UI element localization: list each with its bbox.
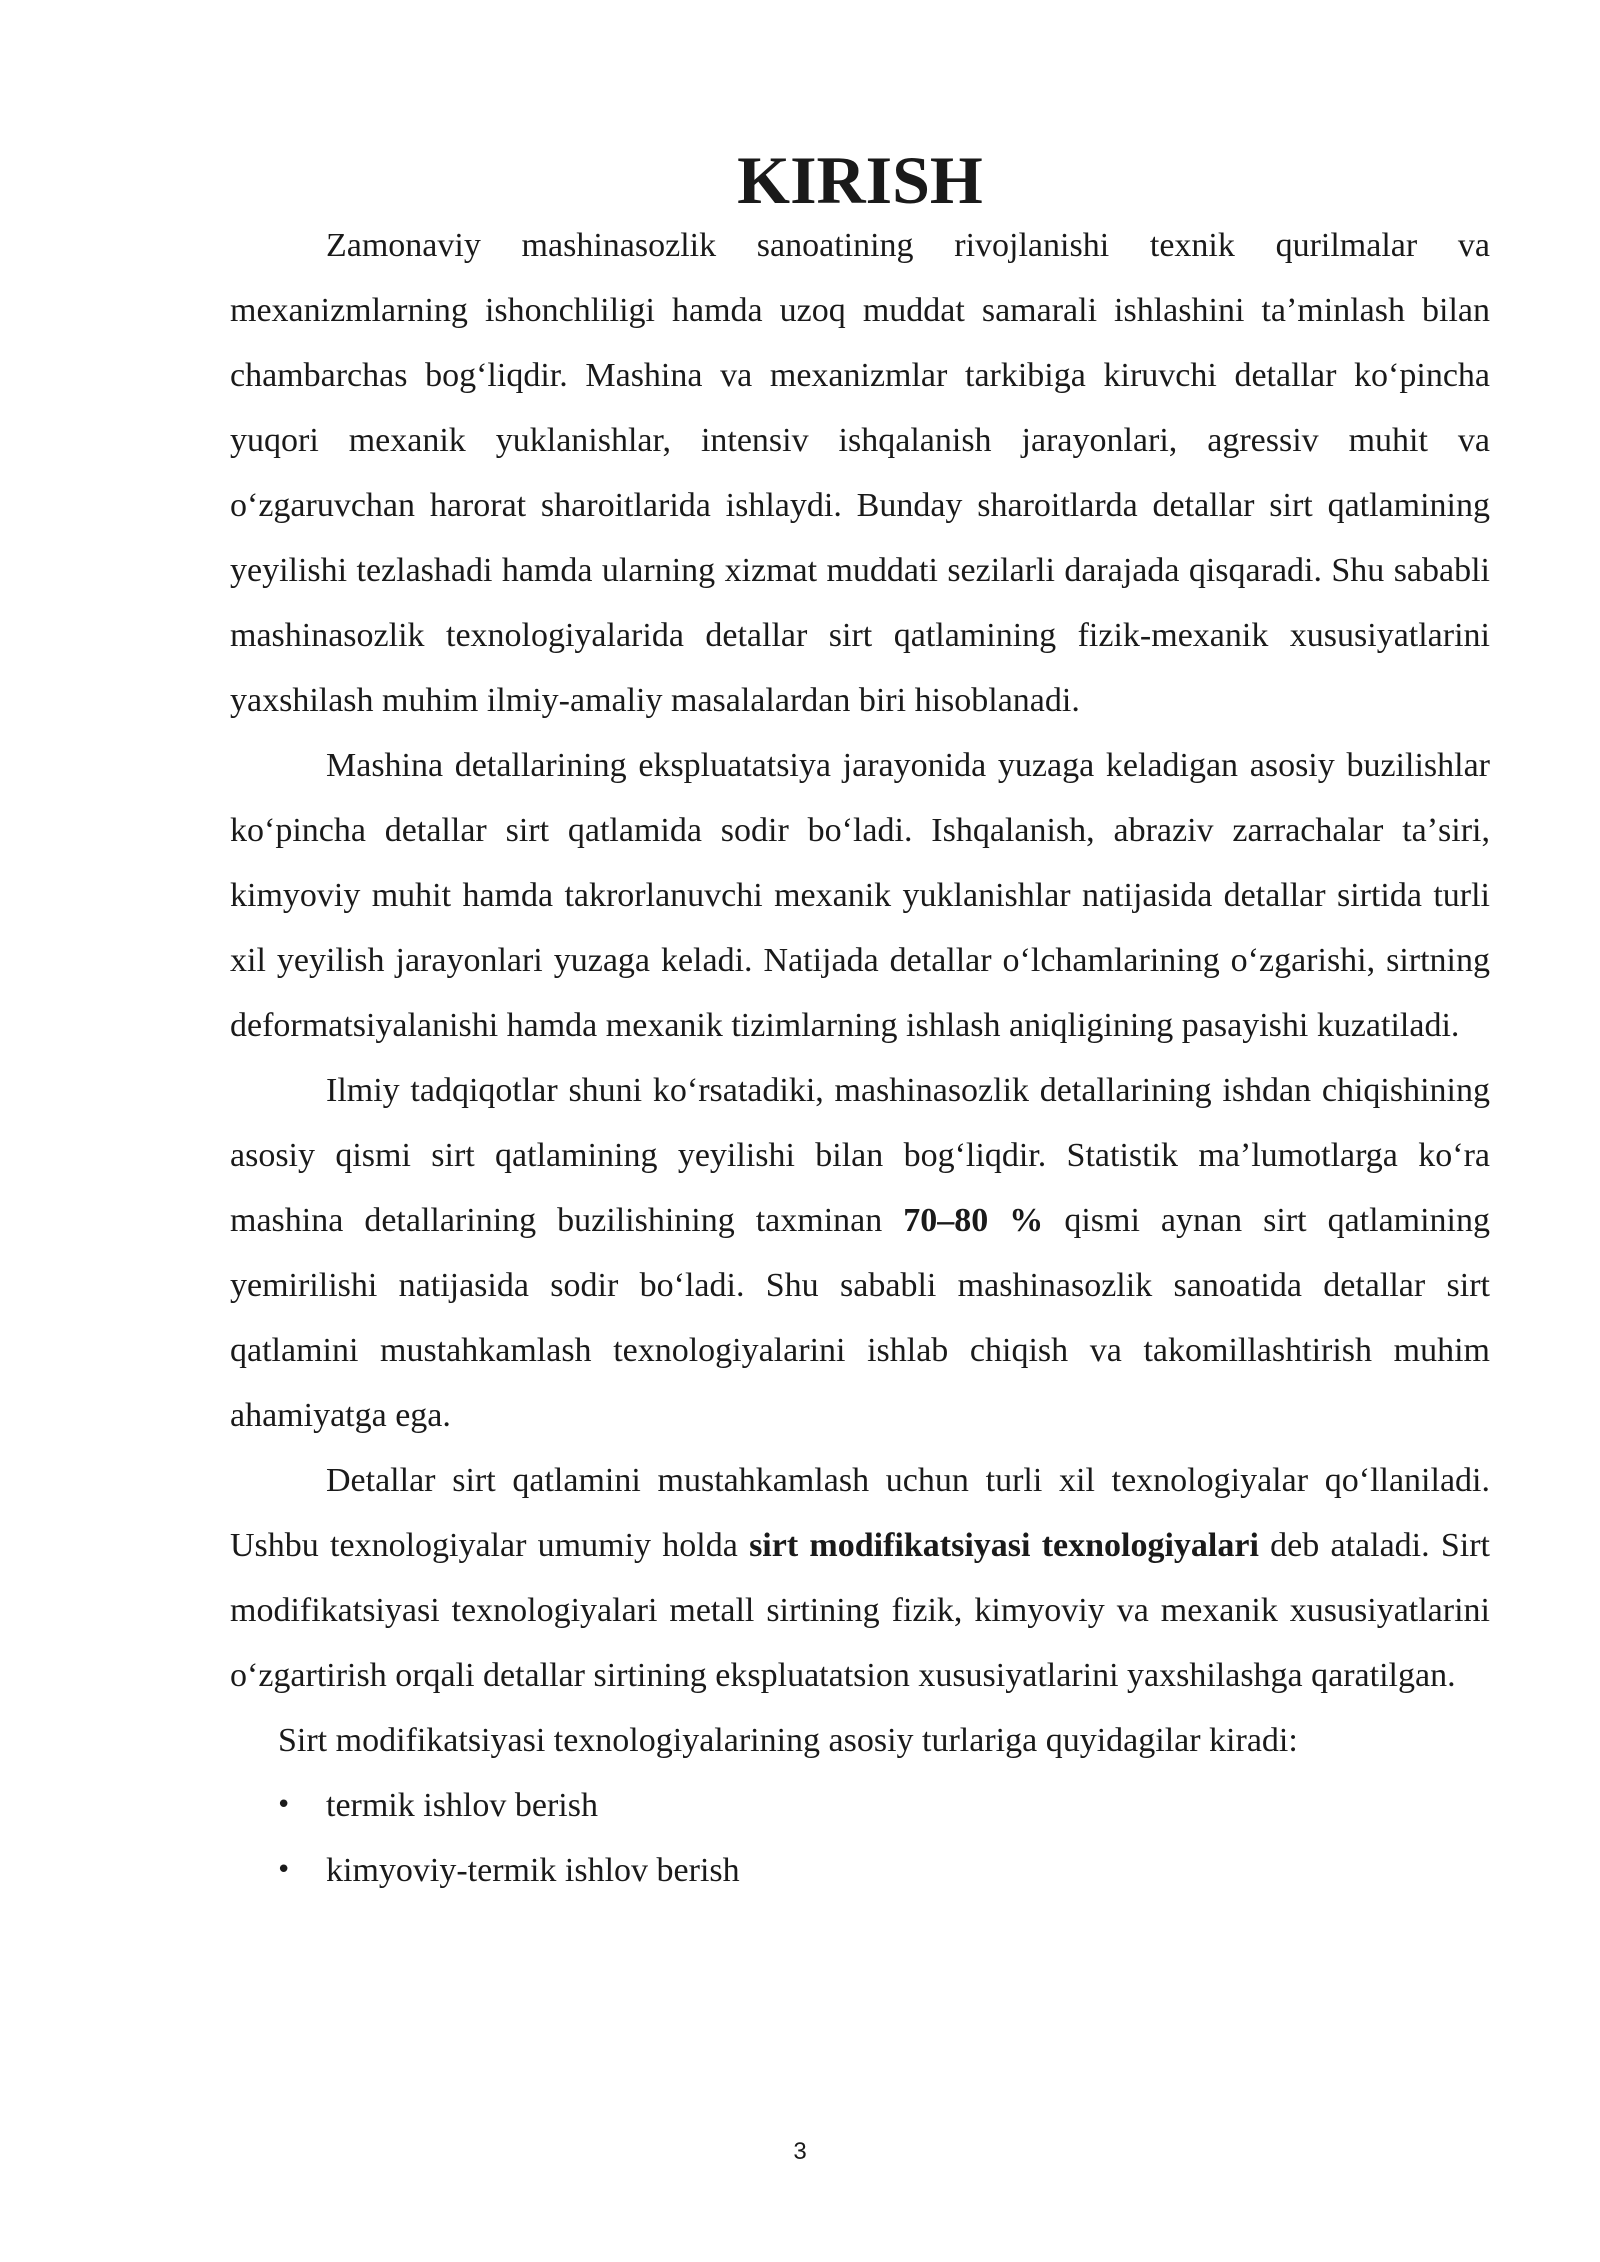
text-run: deb ataladi. Sirt modifikatsiyasi texnologiyalari metall sirtining fizik, kimyoviy va mexanik xususiyatlarini oʻzgartirish orqali detallar sirtining ekspluatatsion xususiyatlarini yaxshilashga qaratilgan.	[230, 1527, 1490, 1694]
body-paragraph	[230, 213, 1490, 733]
text-run: Detallar sirt qatlamini mustahkamlash uchun turli xil texnologiyalar qoʻllaniladi. Ushbu texnologiyalar umumiy holda	[230, 1462, 1490, 1564]
list-item	[230, 1773, 1490, 1838]
text-run: Mashina detallarining ekspluatatsiya jarayonida yuzaga keladigan asosiy buzilishlar koʻpincha detallar sirt qatlamida sodir boʻladi. Ishqalanish, abraziv zarrachalar taʼsiri, kimyoviy muhit hamda takrorlanuvchi mexanik yuklanishlar natijasida detallar sirtida turli xil yeyilish jarayonlari yuzaga keladi. Natijada detallar oʻlchamlarining oʻzgarishi, sirtning deformatsiyalanishi hamda mexanik tizimlarning ishlash aniqligining pasayishi kuzatiladi.	[230, 747, 1490, 1044]
list-item	[230, 1838, 1490, 1903]
body-paragraph	[230, 733, 1490, 1058]
bold-text-run: 70–80 %	[903, 1202, 1044, 1239]
list-lead-text: Sirt modifikatsiyasi texnologiyalarining asosiy turlariga quyidagilar kiradi:	[278, 1722, 1298, 1759]
body-paragraph	[230, 1058, 1490, 1448]
bullet-list	[230, 1773, 1490, 1903]
bullet-icon: •	[276, 1790, 292, 1820]
page-content	[230, 142, 1490, 1903]
list-item-text: kimyoviy-termik ishlov berish	[326, 1852, 740, 1889]
text-run: Ilmiy tadqiqotlar shuni koʻrsatadiki, mashinasozlik detallarining ishdan chiqishining asosiy qismi sirt qatlamining yeyilishi bilan bogʻliqdir. Statistik maʼlumotlarga koʻra mashina detallarining buzilishining taxminan	[230, 1072, 1490, 1239]
body-paragraphs	[230, 213, 1490, 1708]
text-run: Zamonaviy mashinasozlik sanoatining rivojlanishi texnik qurilmalar va mexanizmlarning ishonchliligi hamda uzoq muddat samarali ishlashini taʼminlash bilan chambarchas bogʻliqdir. Mashina va mexanizmlar tarkibiga kiruvchi detallar koʻpincha yuqori mexanik yuklanishlar, intensiv ishqalanish jarayonlari, agressiv muhit va oʻzgaruvchan harorat sharoitlarida ishlaydi. Bunday sharoitlarda detallar sirt qatlamining yeyilishi tezlashadi hamda ularning xizmat muddati sezilarli darajada qisqaradi. Shu sababli mashinasozlik texnologiyalarida detallar sirt qatlamining fizik-mexanik xususiyatlarini yaxshilash muhim ilmiy-amaliy masalalardan biri hisoblanadi.	[230, 227, 1490, 719]
section-title: KIRISH	[737, 142, 983, 218]
body-paragraph	[230, 1448, 1490, 1708]
text-run: qismi aynan sirt qatlamining yemirilishi natijasida sodir boʻladi. Shu sababli mashinasozlik sanoatida detallar sirt qatlamini mustahkamlash texnologiyalarini ishlab chiqish va takomillashtirish muhim ahamiyatga ega.	[230, 1202, 1490, 1434]
bold-text-run: sirt modifikatsiyasi texnologiyalari	[749, 1527, 1259, 1564]
bullet-icon: •	[276, 1855, 292, 1885]
list-item-text: termik ishlov berish	[326, 1787, 598, 1824]
page-number: 3	[793, 2138, 807, 2165]
